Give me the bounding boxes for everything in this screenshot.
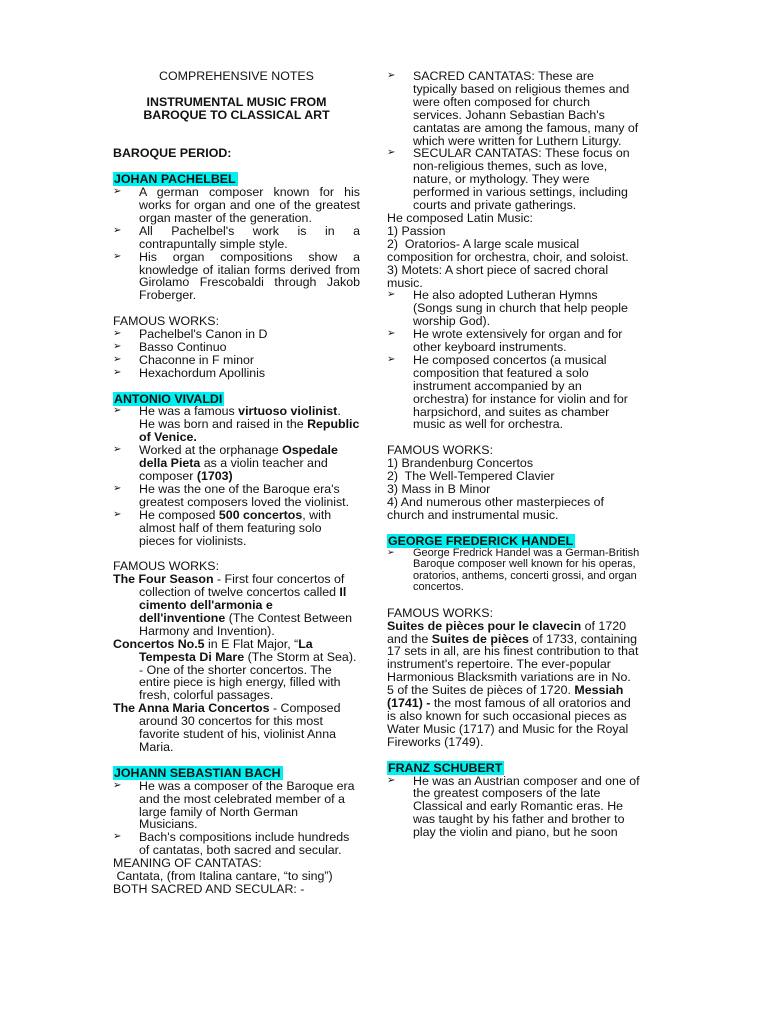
vivaldi-work-concertos-5: Concertos No.5 in E Flat Major, “La Tempesta Di Mare (The Storm at Sea). - One of the shorter concertos. The entire piece is high energy, filled with fresh, colorful passages. [113,636,357,703]
heading-bach: JOHANN SEBASTIAN BACH [114,765,281,780]
handel-works-text: Suites de pièces pour le clavecin of 1720 and the Suites de pièces of 1733, containing 17 sets in all, are his finest contribution to that instrument's repertoire. The ever-popular Harmonious Blacksmith variations are in No. 5 of the Suites de pièces of 1720. Messiah (1741) - the most famous of all oratorios and is also known for such occasional pieces as Water Music (1717) and Music for the Royal Fireworks (1749). [387,618,639,749]
list-item: ➢ He composed 500 concertos, with almost half of them featuring solo pieces for violinists. [113,509,360,548]
list-item: ➢ His organ compositions show a knowledge of italian forms derived from Girolamo Frescobaldi through Jakob Froberger. [113,251,360,303]
list-item: ➢ All Pachelbel's work is in a contrapuntally simple style. [113,225,360,251]
latin-item: 3) Motets: A short piece of sacred choral music. [387,262,609,290]
list-item: ➢ He was a composer of the Baroque era and the most celebrated member of a large family of North German Musicians. [113,780,360,832]
vivaldi-work-anna-maria: The Anna Maria Concertos - Composed around 30 concertos for this most favorite student of his, violinist Anna Maria. [113,701,341,755]
sacred-secular-label: BOTH SACRED AND SECULAR: - [113,881,305,896]
left-column [113,70,360,896]
handel-works-label: FAMOUS WORKS: [387,605,494,620]
list-item: ➢ Basso Continuo [113,341,360,354]
pachelbel-works [113,328,360,380]
right-column [387,70,640,839]
bach-works-label: FAMOUS WORKS: [387,443,494,458]
vivaldi-bullets [113,405,360,547]
document-title: COMPREHENSIVE NOTES [159,69,314,83]
list-item: ➢ SECULAR CANTATAS: These focus on non-religious themes, such as love, nature, or mythology. They were performed in various settings, including courts and private gatherings. [387,147,640,212]
bach-bullets [113,780,360,857]
latin-item: 1) Passion [387,223,446,238]
section-schubert [387,762,640,775]
list-item: ➢ He was a famous virtuoso violinist. He was born and raised in the Republic of Venice. [113,405,360,444]
list-item: ➢ SACRED CANTATAS: These are typically based on religious themes and were often composed for church services. Johann Sebastian Bach's cantatas are among the famous, many of which were written for Luthern Liturgy. [387,70,640,147]
pachelbel-bullets [113,186,360,302]
list-item: ➢ He was an Austrian composer and one of the greatest composers of the late Classical and early Romantic eras. He was taught by his father and brother to play the violin and piano, but he soon [387,775,640,840]
cantatas-meaning-text: Cantata, (from Italina cantare, “to sing”) [113,869,333,884]
subtitle-line-1: INSTRUMENTAL MUSIC FROM [146,94,327,109]
cantatas-meaning-label: MEANING OF CANTATAS: [113,856,262,871]
subtitle-line-2: BAROQUE TO CLASSICAL ART [143,107,330,122]
schubert-bullets [387,775,640,840]
heading-schubert: FRANZ SCHUBERT [388,760,503,775]
period-heading: BAROQUE PERIOD: [113,146,232,161]
heading-handel: GEORGE FREDERICK HANDEL [388,533,574,548]
list-item: ➢ George Fredrick Handel was a German-British Baroque composer well known for his operas, oratorios, anthems, concerti grossi, and organ concertos. [387,548,640,594]
cantata-type-bullets [387,70,640,212]
section-handel [387,535,640,548]
bach-work-item: 2) The Well-Tempered Clavier [387,469,555,484]
list-item: ➢ He was the one of the Baroque era's greatest composers loved the violinist. [113,483,360,509]
vivaldi-work-four-seasons: The Four Season - First four concertos of collection of twelve concertos called Il cimento dell'armonia e dell'inventione (The Contest Between Harmony and Invention). [113,572,352,638]
list-item: ➢ He also adopted Lutheran Hymns (Songs sung in church that help people worship God). [387,289,640,328]
list-item: ➢ He composed concertos (a musical composition that featured a solo instrument accompanied by an orchestra) for instance for violin and for harpsichord, and suites as chamber music as well for orchestra. [387,354,640,431]
heading-pachelbel: JOHAN PACHELBEL [114,172,236,187]
list-item: ➢ Bach's compositions include hundreds of cantatas, both sacred and secular. [113,831,360,857]
section-bach [113,767,360,780]
bach-work-item: 4) And numerous other masterpieces of church and instrumental music. [387,494,604,522]
bach-work-item: 3) Mass in B Minor [387,481,491,496]
latin-item: 2) Oratorios- A large scale musical composition for orchestra, choir, and soloist. [387,236,629,264]
bach-more-bullets [387,289,640,431]
list-item: ➢ A german composer known for his works for organ and one of the greatest organ master of the generation. [113,186,360,225]
list-item: ➢ He wrote extensively for organ and for other keyboard instruments. [387,328,640,354]
vivaldi-works-label: FAMOUS WORKS: [113,559,220,574]
heading-vivaldi: ANTONIO VIVALDI [114,391,223,406]
list-item: ➢ Worked at the orphanage Ospedale della Pieta as a violin teacher and composer (1703) [113,444,360,483]
list-item: ➢ Chaconne in F minor [113,354,360,367]
latin-music-label: He composed Latin Music: [387,210,534,225]
list-item: ➢ Pachelbel's Canon in D [113,328,360,341]
bach-work-item: 1) Brandenburg Concertos [387,456,534,471]
list-item: ➢ Hexachordum Apollinis [113,367,360,380]
pachelbel-works-label: FAMOUS WORKS: [113,314,220,329]
handel-bullets [387,548,640,594]
